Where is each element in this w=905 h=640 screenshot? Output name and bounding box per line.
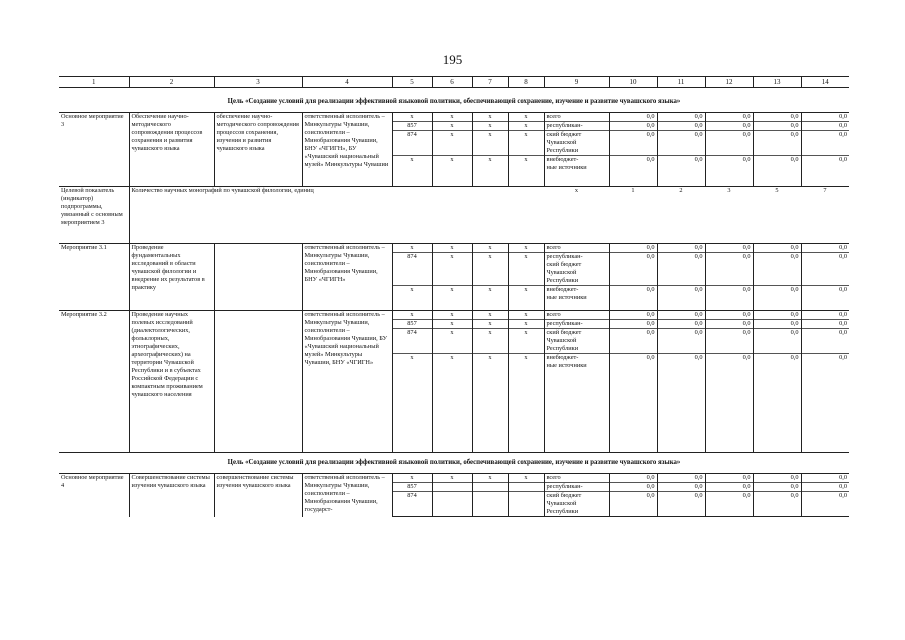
code-cell: x — [508, 253, 544, 286]
measure-goal: совершенствование системы изучения чувашского языка — [214, 474, 302, 517]
measure-goal — [214, 311, 302, 453]
value-cell: 0,0 — [801, 286, 849, 311]
value-cell: 0,0 — [753, 492, 801, 517]
code-cell: x — [508, 131, 544, 156]
value-cell: 0,0 — [801, 354, 849, 453]
code-cell: 874 — [392, 329, 432, 354]
column-header: 10 — [609, 77, 657, 88]
value-cell: 0,0 — [753, 320, 801, 329]
indicator-row — [59, 187, 849, 244]
code-cell: x — [432, 131, 472, 156]
column-header: 5 — [392, 77, 432, 88]
table-row — [59, 311, 849, 320]
value-cell: 0,0 — [801, 329, 849, 354]
code-cell: x — [432, 253, 472, 286]
indicator-value: 7 — [801, 187, 849, 244]
column-header: 7 — [472, 77, 508, 88]
code-cell: x — [392, 474, 432, 483]
value-cell: 0,0 — [657, 113, 705, 122]
value-cell: 0,0 — [657, 286, 705, 311]
source-label — [544, 253, 609, 286]
value-cell: 0,0 — [801, 253, 849, 286]
source-label-line: Чувашской — [546, 337, 577, 344]
value-cell: 0,0 — [609, 354, 657, 453]
measure-executors: ответственный исполнитель – Минкультуры Чувашии, соисполнители – Минобразования Чувашии, БНУ «ЧГИГН» — [302, 244, 392, 311]
source-label — [544, 492, 609, 517]
source-label-line: республикан- — [546, 253, 583, 260]
code-cell: x — [472, 122, 508, 131]
source-label-line: внебюджет- — [546, 286, 579, 293]
value-cell: 0,0 — [705, 474, 753, 483]
code-cell: x — [392, 286, 432, 311]
code-cell: x — [508, 311, 544, 320]
source-label: всего — [544, 311, 609, 320]
source-label — [544, 286, 609, 311]
code-cell: x — [432, 122, 472, 131]
code-cell: x — [508, 113, 544, 122]
value-cell: 0,0 — [657, 320, 705, 329]
source-label: всего — [544, 113, 609, 122]
measure-name: Мероприятие 3.2 — [59, 311, 129, 453]
value-cell: 0,0 — [705, 329, 753, 354]
value-cell: 0,0 — [609, 483, 657, 492]
indicator-x: x — [544, 187, 609, 244]
measure-name: Основное мероприятие 4 — [59, 474, 129, 517]
code-cell: x — [472, 474, 508, 483]
value-cell: 0,0 — [753, 329, 801, 354]
value-cell: 0,0 — [609, 492, 657, 517]
code-cell: x — [472, 354, 508, 453]
value-cell: 0,0 — [657, 354, 705, 453]
source-label-line: Республики — [546, 508, 579, 515]
value-cell: 0,0 — [801, 156, 849, 187]
code-cell: x — [472, 253, 508, 286]
value-cell: 0,0 — [657, 244, 705, 253]
measure-name: Мероприятие 3.1 — [59, 244, 129, 311]
value-cell: 0,0 — [609, 113, 657, 122]
source-label-line: ский бюджет — [546, 492, 582, 499]
source-label-line: ные источники — [546, 362, 587, 369]
value-cell: 0,0 — [705, 253, 753, 286]
value-cell: 0,0 — [657, 483, 705, 492]
code-cell: x — [432, 156, 472, 187]
indicator-name: Целевой показатель (индикатор) подпрограммы, увязанный с основным мероприятием 3 — [59, 187, 129, 244]
value-cell: 0,0 — [801, 131, 849, 156]
value-cell: 0,0 — [705, 492, 753, 517]
goal-heading: Цель «Создание условий для реализации эффективной языковой политики, обеспечивающей сохранение, изучение и развитие чувашского языка» — [59, 453, 849, 474]
code-cell: x — [392, 354, 432, 453]
indicator-text: Количество научных монографий по чувашской филологии, единиц — [129, 187, 544, 244]
value-cell: 0,0 — [705, 286, 753, 311]
value-cell: 0,0 — [753, 474, 801, 483]
code-cell — [508, 483, 544, 492]
value-cell: 0,0 — [801, 320, 849, 329]
column-header: 8 — [508, 77, 544, 88]
code-cell: x — [508, 244, 544, 253]
code-cell: x — [472, 156, 508, 187]
code-cell: 874 — [392, 492, 432, 517]
code-cell: 874 — [392, 253, 432, 286]
value-cell: 0,0 — [753, 113, 801, 122]
value-cell: 0,0 — [705, 311, 753, 320]
source-label-line: Республики — [546, 147, 579, 154]
value-cell: 0,0 — [609, 320, 657, 329]
value-cell: 0,0 — [657, 329, 705, 354]
source-label — [544, 156, 609, 187]
value-cell: 0,0 — [609, 244, 657, 253]
indicator-value: 3 — [705, 187, 753, 244]
measure-title: Проведение фундаментальных исследований в области чувашской филологии и внедрение их результатов в практику — [129, 244, 214, 311]
value-cell: 0,0 — [609, 156, 657, 187]
source-label-line: внебюджет- — [546, 354, 579, 361]
column-header: 9 — [544, 77, 609, 88]
value-cell: 0,0 — [705, 244, 753, 253]
code-cell: 857 — [392, 122, 432, 131]
source-label-line: Чувашской — [546, 500, 577, 507]
page-number: 195 — [442, 52, 463, 67]
value-cell: 0,0 — [705, 354, 753, 453]
value-cell: 0,0 — [705, 122, 753, 131]
value-cell: 0,0 — [801, 483, 849, 492]
measure-goal: обеспечение научно-методического сопровождения процессов сохранения, изучения и развития чувашского языка — [214, 113, 302, 187]
code-cell: 857 — [392, 483, 432, 492]
budget-table — [59, 76, 849, 517]
source-label — [544, 354, 609, 453]
value-cell: 0,0 — [705, 131, 753, 156]
code-cell: 857 — [392, 320, 432, 329]
code-cell: x — [508, 474, 544, 483]
code-cell — [432, 483, 472, 492]
source-label-line: ский бюджет — [546, 261, 582, 268]
code-cell: x — [508, 329, 544, 354]
column-header: 3 — [214, 77, 302, 88]
value-cell: 0,0 — [753, 354, 801, 453]
value-cell: 0,0 — [753, 483, 801, 492]
source-label-line: Чувашской — [546, 139, 577, 146]
code-cell: x — [508, 122, 544, 131]
goal-row — [59, 453, 849, 474]
indicator-value: 5 — [753, 187, 801, 244]
value-cell: 0,0 — [753, 244, 801, 253]
value-cell: 0,0 — [801, 492, 849, 517]
code-cell: x — [432, 113, 472, 122]
measure-executors: ответственный исполнитель – Минкультуры Чувашии, соисполнители – Минобразования Чувашии, БНУ «ЧГИГН», БУ «Чувашский национальный музей» Минкультуры Чувашии — [302, 113, 392, 187]
measure-goal — [214, 244, 302, 311]
code-cell: x — [472, 244, 508, 253]
column-header-row — [59, 77, 849, 88]
value-cell: 0,0 — [801, 122, 849, 131]
value-cell: 0,0 — [801, 311, 849, 320]
value-cell: 0,0 — [753, 286, 801, 311]
value-cell: 0,0 — [609, 253, 657, 286]
source-label: республикан- — [544, 320, 609, 329]
code-cell: x — [472, 286, 508, 311]
measure-title: Обеспечение научно-методического сопровождения процессов сохранения и развития чувашского языка — [129, 113, 214, 187]
column-header: 14 — [801, 77, 849, 88]
value-cell: 0,0 — [609, 329, 657, 354]
source-label — [544, 329, 609, 354]
code-cell: x — [508, 320, 544, 329]
value-cell: 0,0 — [705, 156, 753, 187]
indicator-value: 2 — [657, 187, 705, 244]
source-label — [544, 131, 609, 156]
column-header: 11 — [657, 77, 705, 88]
column-header: 4 — [302, 77, 392, 88]
column-header: 6 — [432, 77, 472, 88]
column-header: 1 — [59, 77, 129, 88]
code-cell: x — [392, 156, 432, 187]
code-cell: x — [432, 329, 472, 354]
table-row — [59, 244, 849, 253]
indicator-value: 1 — [609, 187, 657, 244]
source-label: республикан- — [544, 483, 609, 492]
source-label-line: ский бюджет — [546, 329, 582, 336]
source-label-line: Республики — [546, 345, 579, 352]
value-cell: 0,0 — [753, 311, 801, 320]
source-label-line: Чувашской — [546, 269, 577, 276]
code-cell — [432, 492, 472, 517]
value-cell: 0,0 — [753, 156, 801, 187]
value-cell: 0,0 — [753, 131, 801, 156]
table-row — [59, 474, 849, 483]
code-cell: x — [508, 156, 544, 187]
code-cell: x — [432, 244, 472, 253]
value-cell: 0,0 — [801, 244, 849, 253]
code-cell — [472, 483, 508, 492]
measure-name: Основное мероприятие 3 — [59, 113, 129, 187]
code-cell: x — [432, 354, 472, 453]
code-cell: x — [472, 113, 508, 122]
value-cell: 0,0 — [657, 311, 705, 320]
code-cell — [508, 492, 544, 517]
code-cell: 874 — [392, 131, 432, 156]
value-cell: 0,0 — [657, 131, 705, 156]
table-row — [59, 113, 849, 122]
column-header: 2 — [129, 77, 214, 88]
value-cell: 0,0 — [657, 122, 705, 131]
column-header: 12 — [705, 77, 753, 88]
goal-row — [59, 88, 849, 113]
code-cell: x — [508, 286, 544, 311]
value-cell: 0,0 — [753, 253, 801, 286]
code-cell — [472, 492, 508, 517]
code-cell: x — [472, 311, 508, 320]
value-cell: 0,0 — [657, 474, 705, 483]
value-cell: 0,0 — [609, 311, 657, 320]
value-cell: 0,0 — [657, 156, 705, 187]
code-cell: x — [432, 286, 472, 311]
code-cell: x — [508, 354, 544, 453]
value-cell: 0,0 — [705, 483, 753, 492]
code-cell: x — [472, 320, 508, 329]
measure-executors: ответственный исполнитель – Минкультуры Чувашии, соисполнители – Минобразования Чувашии, государст- — [302, 474, 392, 517]
source-label-line: ные источники — [546, 294, 587, 301]
source-label-line: ский бюджет — [546, 131, 582, 138]
value-cell: 0,0 — [609, 122, 657, 131]
value-cell: 0,0 — [801, 113, 849, 122]
source-label: республикан- — [544, 122, 609, 131]
measure-executors: ответственный исполнитель – Минкультуры Чувашии, соисполнители – Минобразования Чувашии, БУ «Чувашский национальный музей» Минкультуры Чувашии, БНУ «ЧГИГН» — [302, 311, 392, 453]
source-label: всего — [544, 244, 609, 253]
column-header: 13 — [753, 77, 801, 88]
source-label-line: Республики — [546, 277, 579, 284]
value-cell: 0,0 — [753, 122, 801, 131]
value-cell: 0,0 — [609, 131, 657, 156]
value-cell: 0,0 — [801, 474, 849, 483]
code-cell: x — [432, 311, 472, 320]
value-cell: 0,0 — [609, 474, 657, 483]
value-cell: 0,0 — [705, 320, 753, 329]
measure-title: Совершенствование системы изучения чувашского языка — [129, 474, 214, 517]
source-label: всего — [544, 474, 609, 483]
source-label-line: внебюджет- — [546, 156, 579, 163]
source-label-line: ные источники — [546, 164, 587, 171]
code-cell: x — [392, 311, 432, 320]
value-cell: 0,0 — [609, 286, 657, 311]
code-cell: x — [392, 113, 432, 122]
goal-heading: Цель «Создание условий для реализации эффективной языковой политики, обеспечивающей сохранение, изучение и развитие чувашского языка» — [227, 98, 681, 105]
code-cell: x — [472, 131, 508, 156]
code-cell: x — [432, 474, 472, 483]
value-cell: 0,0 — [657, 492, 705, 517]
code-cell: x — [392, 244, 432, 253]
code-cell: x — [472, 329, 508, 354]
measure-title: Проведение научных полевых исследований (диалектологических, фольклорных, этнографических, археографических) на территории Чувашской Республики и в субъектах Российской Федерации с компактным проживанием чувашского населения — [129, 311, 214, 453]
code-cell: x — [432, 320, 472, 329]
value-cell: 0,0 — [705, 113, 753, 122]
value-cell: 0,0 — [657, 253, 705, 286]
